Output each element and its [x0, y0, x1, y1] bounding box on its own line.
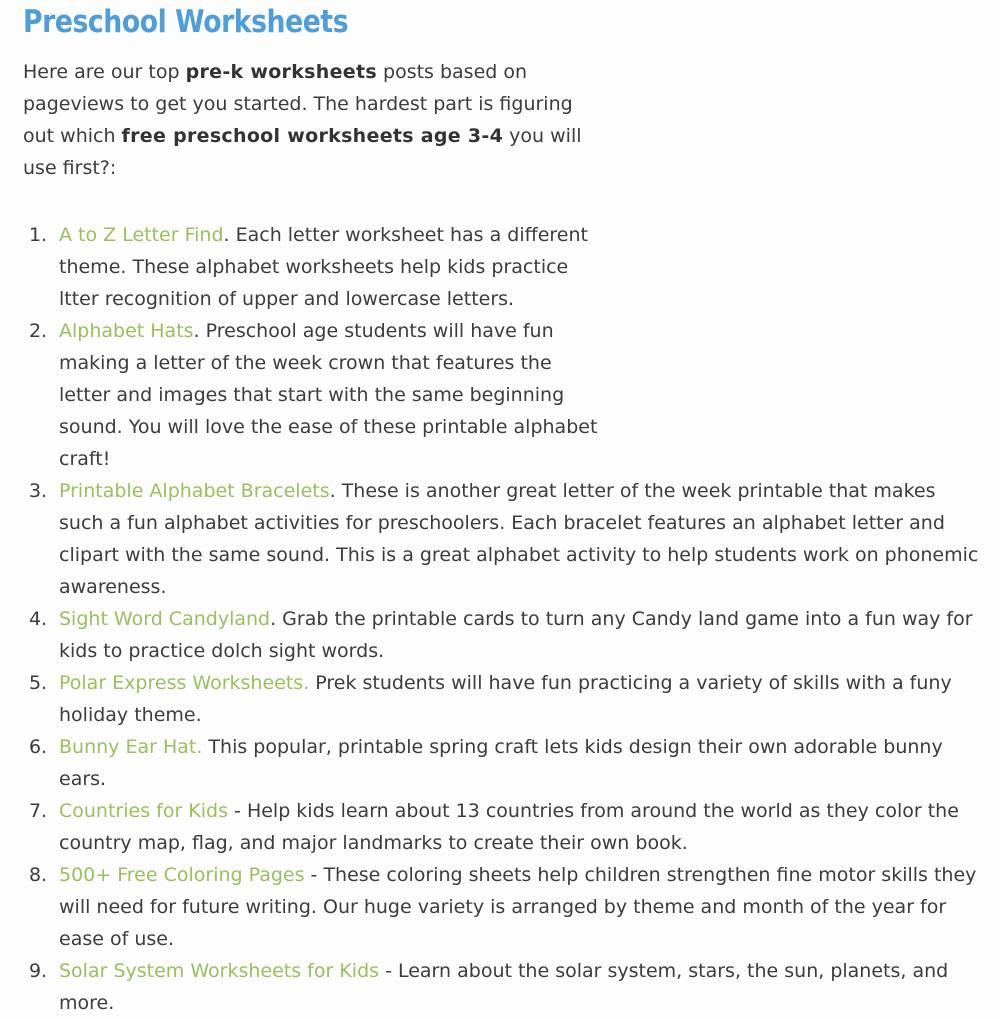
post-link-bunny-ear-hat[interactable]: Bunny Ear Hat.: [59, 736, 203, 758]
list-item-number: 7.: [29, 800, 48, 822]
post-link-countries-for-kids[interactable]: Countries for Kids: [59, 800, 229, 822]
list-item: [0, 219, 599, 315]
list-item-description: . These is another great letter of the week printable that makes such a fun alphabet activities for preschoolers. Each bracelet features an alphabet letter and clipart with the same sound. This is a great alphabet activity to help students work on phonemic awareness.: [59, 480, 979, 598]
list-item-description: Prek students will have fun practicing a variety of skills with a funy holiday theme.: [59, 672, 952, 726]
list-item-number: 2.: [29, 320, 48, 342]
list-item-number: 6.: [29, 736, 48, 758]
list-item: [0, 859, 979, 955]
post-link-printable-alphabet-bracelets[interactable]: Printable Alphabet Bracelets: [59, 480, 330, 502]
list-item: [0, 667, 979, 731]
list-item-description: . Each letter worksheet has a different theme. These alphabet worksheets help kids practice ltter recognition of upper and lowercase letters.: [59, 224, 588, 310]
list-item: [0, 603, 979, 667]
list-item: [0, 731, 979, 795]
top-posts-list: [0, 219, 979, 1019]
list-item-number: 3.: [29, 480, 48, 502]
list-item: [0, 315, 599, 475]
intro-text-2: posts based on pageviews to get you started. The hardest part is figuring out which: [23, 61, 573, 147]
post-link-free-coloring-pages[interactable]: 500+ Free Coloring Pages: [59, 864, 305, 886]
list-item-description: This popular, printable spring craft lets kids design their own adorable bunny ears.: [59, 736, 943, 790]
list-item: [0, 795, 979, 859]
intro-text-3: you will use first?:: [23, 125, 582, 179]
list-item-description: . Grab the printable cards to turn any Candy land game into a fun way for kids to practice dolch sight words.: [59, 608, 973, 662]
intro-text-1: Here are our top: [23, 61, 186, 83]
list-item-number: 5.: [29, 672, 48, 694]
post-link-a-to-z-letter-find[interactable]: A to Z Letter Find: [59, 224, 224, 246]
list-item-number: 8.: [29, 864, 48, 886]
intro-bold-2: free preschool worksheets age 3-4: [121, 125, 504, 147]
list-item-number: 1.: [29, 224, 48, 246]
list-item-description: - Learn about the solar system, stars, the sun, planets, and more.: [59, 960, 949, 1014]
list-item: [0, 475, 979, 603]
post-link-solar-system-worksheets[interactable]: Solar System Worksheets for Kids: [59, 960, 380, 982]
page-title: Preschool Worksheets: [23, 4, 349, 40]
post-link-sight-word-candyland[interactable]: Sight Word Candyland: [59, 608, 271, 630]
list-item-number: 9.: [29, 960, 48, 982]
list-item: [0, 955, 979, 1019]
intro-bold-1: pre-k worksheets: [185, 61, 377, 83]
post-link-alphabet-hats[interactable]: Alphabet Hats: [59, 320, 194, 342]
list-item-description: - These coloring sheets help children strengthen fine motor skills they will need for future writing. Our huge variety is arranged by theme and month of the year for ease of use.: [59, 864, 977, 950]
post-link-polar-express-worksheets[interactable]: Polar Express Worksheets.: [59, 672, 310, 694]
list-item-number: 4.: [29, 608, 48, 630]
list-item-description: . Preschool age students will have fun making a letter of the week crown that features the letter and images that start with the same beginning sound. You will love the ease of these printable alphabet craft!: [59, 320, 598, 470]
list-item-description: - Help kids learn about 13 countries from around the world as they color the country map, flag, and major landmarks to create their own book.: [59, 800, 959, 854]
intro-paragraph: [23, 56, 603, 184]
